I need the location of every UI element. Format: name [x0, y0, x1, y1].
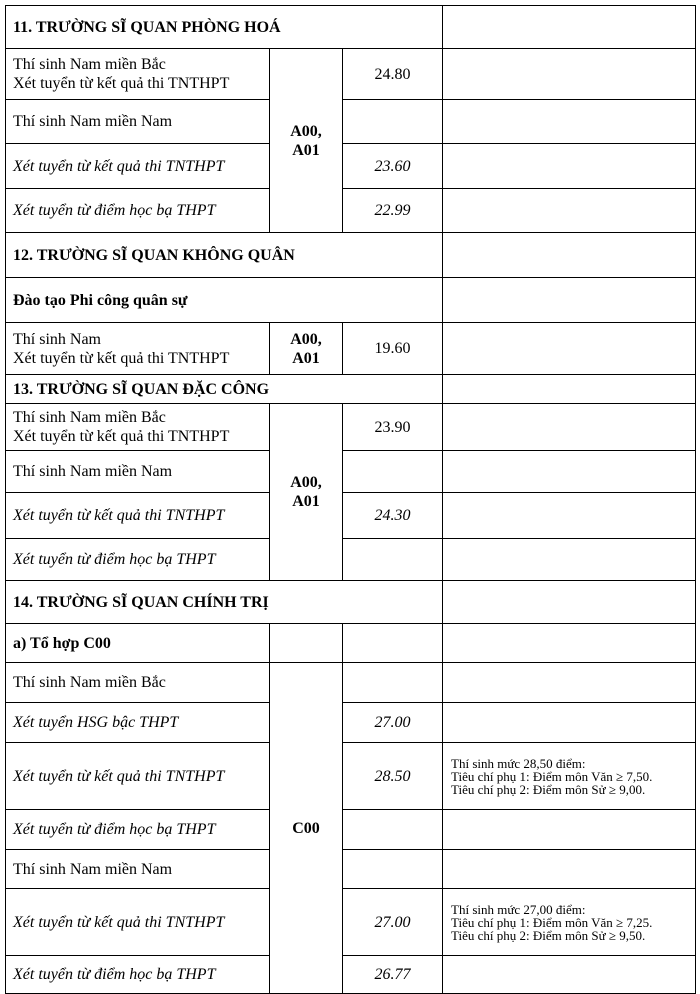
score-cell: 26.77 — [343, 956, 443, 994]
subject-combination-cell — [270, 323, 343, 375]
score-cell: 24.80 — [343, 49, 443, 100]
section-header-row — [6, 233, 696, 278]
candidate-cell: Thí sinh Nam miền Nam — [6, 100, 270, 144]
note-cell — [443, 956, 696, 994]
note-cell — [443, 233, 696, 278]
note-cell — [443, 6, 696, 49]
subject-combination-cell: C00 — [270, 663, 343, 994]
score-cell: 23.90 — [343, 404, 443, 451]
subsection-title: a) Tổ hợp C00 — [6, 624, 270, 663]
score-cell: 19.60 — [343, 323, 443, 375]
section-title: 12. TRƯỜNG SĨ QUAN KHÔNG QUÂN — [6, 233, 443, 278]
candidate-cell: Thí sinh Nam miền Nam — [6, 451, 270, 493]
table-row — [6, 144, 696, 189]
combo-label: A00, — [290, 122, 322, 140]
tiebreak-note: Tiêu chí phụ 1: Điểm môn Văn ≥ 7,50. — [451, 768, 653, 784]
note-cell — [443, 539, 696, 581]
note-cell — [443, 810, 696, 850]
candidate-cell: Xét tuyển từ kết quả thi TNTHPT — [6, 889, 270, 956]
candidate-label: Thí sinh Nam miền Bắc — [13, 409, 166, 426]
admission-scores-table — [5, 5, 696, 994]
candidate-label: Xét tuyển từ kết quả thi TNTHPT — [13, 349, 230, 367]
candidate-cell: Xét tuyển từ kết quả thi TNTHPT — [6, 743, 270, 810]
note-cell — [443, 663, 696, 703]
tiebreak-note: Thí sinh mức 28,50 điểm: — [451, 755, 586, 771]
note-cell — [443, 49, 696, 100]
table-row — [6, 703, 696, 743]
tiebreak-note: Tiêu chí phụ 2: Điểm môn Sử ≥ 9,00. — [451, 781, 646, 797]
score-cell — [343, 624, 443, 663]
note-cell — [443, 278, 696, 323]
table-row — [6, 539, 696, 581]
section-header-row — [6, 375, 696, 404]
note-cell — [443, 743, 696, 810]
candidate-cell: Xét tuyển từ điểm học bạ THPT — [6, 539, 270, 581]
candidate-cell: Thí sinh Nam miền Nam — [6, 850, 270, 889]
table-row — [6, 850, 696, 889]
score-cell: 27.00 — [343, 889, 443, 956]
subject-combination-cell — [270, 404, 343, 581]
section-title: 13. TRƯỜNG SĨ QUAN ĐẶC CÔNG — [6, 375, 443, 404]
candidate-cell — [6, 323, 270, 375]
candidate-label: Xét tuyển từ kết quả thi TNTHPT — [13, 75, 230, 92]
combo-label: A01 — [292, 493, 320, 510]
table-row — [6, 889, 696, 956]
combo-label: A01 — [292, 141, 320, 159]
candidate-cell: Thí sinh Nam miền Bắc — [6, 663, 270, 703]
candidate-cell: Xét tuyển từ điểm học bạ THPT — [6, 956, 270, 994]
candidate-label: Thí sinh Nam — [13, 330, 101, 348]
table-row — [6, 810, 696, 850]
table-row — [6, 323, 696, 375]
table-row — [6, 100, 696, 144]
candidate-cell: Xét tuyển từ điểm học bạ THPT — [6, 189, 270, 233]
section-header-row — [6, 6, 696, 49]
table-row — [6, 663, 696, 703]
note-cell — [443, 581, 696, 624]
score-cell — [343, 100, 443, 144]
candidate-label: Thí sinh Nam miền Bắc — [13, 56, 166, 73]
note-cell — [443, 323, 696, 375]
combo-label: A01 — [292, 349, 320, 367]
candidate-cell: Xét tuyển từ kết quả thi TNTHPT — [6, 144, 270, 189]
section-title: 11. TRƯỜNG SĨ QUAN PHÒNG HOÁ — [6, 6, 443, 49]
combo-label: A00, — [290, 330, 322, 348]
table-row — [6, 493, 696, 539]
score-cell: 23.60 — [343, 144, 443, 189]
table-row — [6, 956, 696, 994]
candidate-cell — [6, 49, 270, 100]
score-cell — [343, 663, 443, 703]
score-cell: 22.99 — [343, 189, 443, 233]
score-cell — [343, 539, 443, 581]
tiebreak-note: Thí sinh mức 27,00 điểm: — [451, 901, 586, 917]
note-cell — [443, 850, 696, 889]
note-cell — [443, 100, 696, 144]
subject-combination-cell — [270, 624, 343, 663]
candidate-cell — [6, 404, 270, 451]
score-cell: 28.50 — [343, 743, 443, 810]
subsection-row — [6, 624, 696, 663]
section-header-row — [6, 581, 696, 624]
table-row — [6, 189, 696, 233]
note-cell — [443, 493, 696, 539]
combo-label: A00, — [290, 474, 322, 491]
note-cell — [443, 189, 696, 233]
candidate-cell: Xét tuyển HSG bậc THPT — [6, 703, 270, 743]
note-cell — [443, 375, 696, 404]
table-row — [6, 451, 696, 493]
candidate-cell: Xét tuyển từ điểm học bạ THPT — [6, 810, 270, 850]
subsection-row — [6, 278, 696, 323]
note-cell — [443, 144, 696, 189]
score-cell — [343, 850, 443, 889]
note-cell — [443, 451, 696, 493]
subsection-title: Đào tạo Phi công quân sự — [6, 278, 443, 323]
table-row — [6, 404, 696, 451]
note-cell — [443, 703, 696, 743]
candidate-label: Xét tuyển từ kết quả thi TNTHPT — [13, 428, 230, 445]
note-cell — [443, 404, 696, 451]
score-cell: 24.30 — [343, 493, 443, 539]
candidate-cell: Xét tuyển từ kết quả thi TNTHPT — [6, 493, 270, 539]
section-title: 14. TRƯỜNG SĨ QUAN CHÍNH TRỊ — [6, 581, 443, 624]
subject-combination-cell — [270, 49, 343, 233]
table-row — [6, 743, 696, 810]
tiebreak-note: Tiêu chí phụ 1: Điểm môn Văn ≥ 7,25. — [451, 914, 653, 930]
score-cell — [343, 810, 443, 850]
score-cell: 27.00 — [343, 703, 443, 743]
tiebreak-note: Tiêu chí phụ 2: Điểm môn Sử ≥ 9,50. — [451, 927, 646, 943]
note-cell — [443, 889, 696, 956]
table-row — [6, 49, 696, 100]
score-cell — [343, 451, 443, 493]
note-cell — [443, 624, 696, 663]
